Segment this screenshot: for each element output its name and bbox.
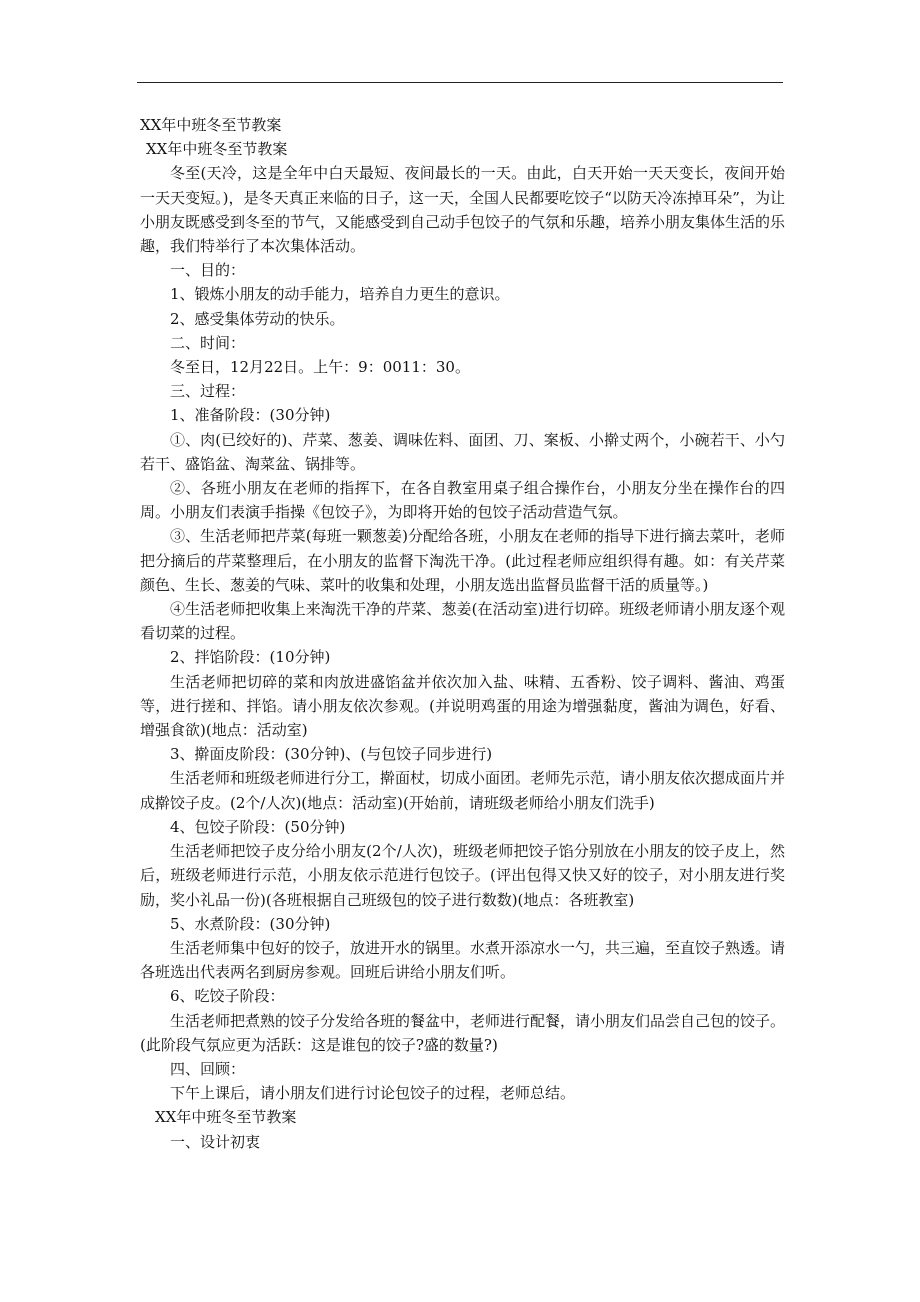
section-heading-design: 一、设计初衷 <box>170 1132 261 1151</box>
second-plan-title: XX年中班冬至节教案 <box>155 1108 297 1127</box>
wrapping-detail: 生活老师把饺子皮分给小朋友(2个/人次)，班级老师把饺子馅分别放在小朋友的饺子皮上，然后，班级老师进行示范，小朋友依示范进行包饺子。(评出包得又快又好的饺子，对小朋友进行奖励，奖小礼品一份)(各班根据自己班级包的饺子进行数数)(地点：各班教室) <box>140 842 785 909</box>
stage-heading-wrapping: 4、包饺子阶段：(50分钟) <box>170 817 346 836</box>
stage-heading-eating: 6、吃饺子阶段： <box>170 987 285 1006</box>
stage-heading-prepare: 1、准备阶段：(30分钟) <box>170 406 331 425</box>
stage-heading-filling: 2、拌馅阶段：(10分钟) <box>170 648 331 667</box>
section-heading-process: 三、过程： <box>170 382 246 401</box>
review-detail: 下午上课后，请小朋友们进行讨论包饺子的过程，老师总结。 <box>170 1084 576 1103</box>
filling-detail: 生活老师把切碎的菜和肉放进盛馅盆并依次加入盐、味精、五香粉、饺子调料、酱油、鸡蛋等，进行搓和、拌馅。请小朋友依次参观。(并说明鸡蛋的用途为增强黏度，酱油为调色，好看、增强食欲)(地点：活动室) <box>140 672 785 740</box>
prepare-item-4: ④生活老师把收集上来淘洗干净的芹菜、葱姜(在活动室)进行切碎。班级老师请小朋友逐个观看切菜的过程。 <box>140 600 785 643</box>
intro-paragraph: 冬至(天冷，这是全年中白天最短、夜间最长的一天。由此，白天开始一天天变长，夜间开始一天天变短。)，是冬天真正来临的日子，这一天，全国人民都要吃饺子“以防天冷冻掉耳朵”，为让小朋友既感受到冬至的节气，又能感受到自己动手包饺子的气氛和乐趣，培养小朋友集体生活的乐趣，我们特举行了本次集体活动。 <box>140 164 786 256</box>
goal-item-1: 1、锻炼小朋友的动手能力，培养自力更生的意识。 <box>170 285 510 304</box>
goal-item-2: 2、感受集体劳动的快乐。 <box>170 309 345 328</box>
stage-heading-dough: 3、擀面皮阶段：(30分钟)、(与包饺子同步进行) <box>170 745 493 764</box>
boiling-detail: 生活老师集中包好的饺子，放进开水的锅里。水煮开添凉水一勺，共三遍，至直饺子熟透。请各班选出代表两名到厨房参观。回班后讲给小朋友们听。 <box>140 938 786 982</box>
section-heading-review: 四、回顾： <box>170 1059 246 1078</box>
prepare-item-2: ②、各班小朋友在老师的指挥下，在各自教室用桌子组合操作台，小朋友分坐在操作台的四周。小朋友们表演手指操《包饺子》，为即将开始的包饺子活动营造气氛。 <box>140 479 785 522</box>
section-heading-time: 二、时间： <box>170 333 246 352</box>
subtitle: XX年中班冬至节教案 <box>146 140 288 159</box>
header-rule <box>137 82 783 83</box>
document-title: XX年中班冬至节教案 <box>140 116 282 134</box>
prepare-item-3: ③、生活老师把芹菜(每班一颗葱姜)分配给各班，小朋友在老师的指导下进行摘去菜叶，老师把分摘后的芹菜整理后，在小朋友的监督下淘洗干净。(此过程老师应组织得有趣。如：有关芹菜颜色、生长、葱姜的气味、菜叶的收集和处理，小朋友选出监督员监督干活的质量等。) <box>140 527 785 594</box>
stage-heading-boiling: 5、水煮阶段：(30分钟) <box>170 914 331 933</box>
section-heading-goals: 一、目的： <box>170 261 246 280</box>
eating-detail: 生活老师把煮熟的饺子分发给各班的餐盆中，老师进行配餐，请小朋友们品尝自己包的饺子。(此阶段气氛应更为活跃：这是谁包的饺子?盛的数量?) <box>140 1011 786 1054</box>
dough-detail: 生活老师和班级老师进行分工，擀面杖，切成小面团。老师先示范，请小朋友依次摁成面片并成擀饺子皮。(2个/人次)(地点：活动室)(开始前，请班级老师给小朋友们洗手) <box>140 769 786 812</box>
prepare-item-1: ①、肉(已绞好的)、芹菜、葱姜、调味佐料、面团、刀、案板、小擀丈两个，小碗若干、小勺若干、盛馅盆、淘菜盆、锅排等。 <box>140 430 785 473</box>
document-body <box>140 113 785 1154</box>
time-detail: 冬至日，12月22日。上午：9：0011：30。 <box>170 358 470 377</box>
